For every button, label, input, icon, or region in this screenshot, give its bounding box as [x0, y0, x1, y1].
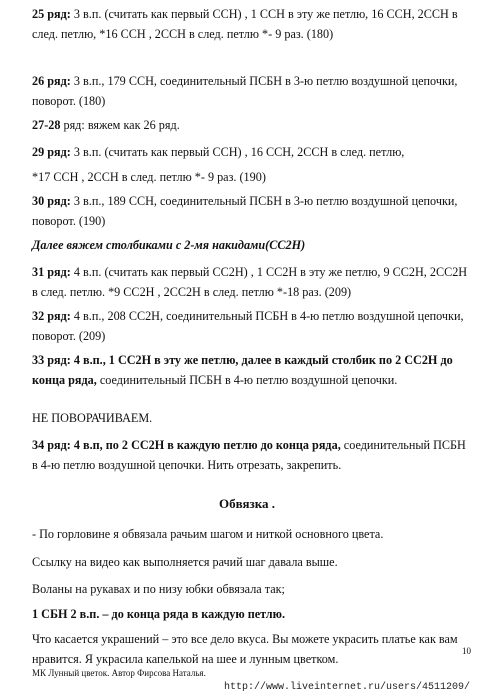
row-34: 34 ряд: 4 в.п, по 2 СС2Н в каждую петлю до конца ряда, соединительный ПСБН в 4-ю петлю воздушной цепочки. Нить отрезать, закрепить. [32, 438, 466, 472]
note-decor: Что касается украшений – это все дело вкуса. Вы можете украсить платье как вам нравится. Я украсила капелькой на шее и лунным цветком. [32, 632, 458, 666]
row-29: 29 ряд: 3 в.п. (считать как первый ССН) , 16 ССН, 2ССН в след. петлю, [32, 145, 405, 159]
row-31: 31 ряд: 4 в.п. (считать как первый СС2Н) , 1 СС2Н в эту же петлю, 9 СС2Н, 2СС2Н в след. петлю. *9 СС2Н , 2СС2Н в след. петлю *-18 раз. (209) [32, 265, 468, 299]
section-title: Далее вяжем столбиками с 2-мя накидами(СС2Н) [32, 238, 306, 252]
row-32: 32 ряд: 4 в.п., 208 СС2Н, соединительный ПСБН в 4-ю петлю воздушной цепочки, поворот. (209) [32, 309, 464, 343]
note-video: Ссылку на видео как выполняется рачий шаг давала выше. [32, 555, 338, 569]
note-sbn: 1 СБН 2 в.п. – до конца ряда в каждую петлю. [32, 607, 286, 621]
footer-author: МК Лунный цветок. Автор Фирсова Наталья. [32, 668, 206, 678]
row-30: 30 ряд: 3 в.п., 189 ССН, соединительный ПСБН в 3-ю петлю воздушной цепочки, поворот. (190) [32, 194, 458, 228]
note-neckline: - По горловине я обвязала рачьим шагом и ниткой основного цвета. [32, 527, 384, 541]
row-27-28: 27-28 ряд: вяжем как 26 ряд. [32, 118, 180, 132]
row-33: 33 ряд: 4 в.п., 1 СС2Н в эту же петлю, далее в каждый столбик по 2 СС2Н до конца ряда, соединительный ПСБН в 4-ю петлю воздушной цепочки. [32, 353, 453, 387]
row-25: 25 ряд: 3 в.п. (считать как первый ССН) , 1 ССН в эту же петлю, 16 ССН, 2ССН в след. петлю, *16 ССН , 2ССН в след. петлю *- 9 раз. (180) [32, 7, 458, 41]
row-26: 26 ряд: 3 в.п., 179 ССН, соединительный ПСБН в 3-ю петлю воздушной цепочки, поворот. (180) [32, 74, 458, 108]
note-ruffles: Воланы на рукавах и по низу юбки обвязала так; [32, 582, 285, 596]
row-29-cont: *17 ССН , 2ССН в след. петлю *- 9 раз. (190) [32, 170, 266, 184]
watermark-url: http://www.liveinternet.ru/users/4511209/ [224, 682, 471, 693]
no-turn-note: НЕ ПОВОРАЧИВАЕМ. [32, 411, 153, 425]
section-heading: Обвязка . [218, 496, 275, 511]
page-number: 10 [462, 646, 471, 656]
